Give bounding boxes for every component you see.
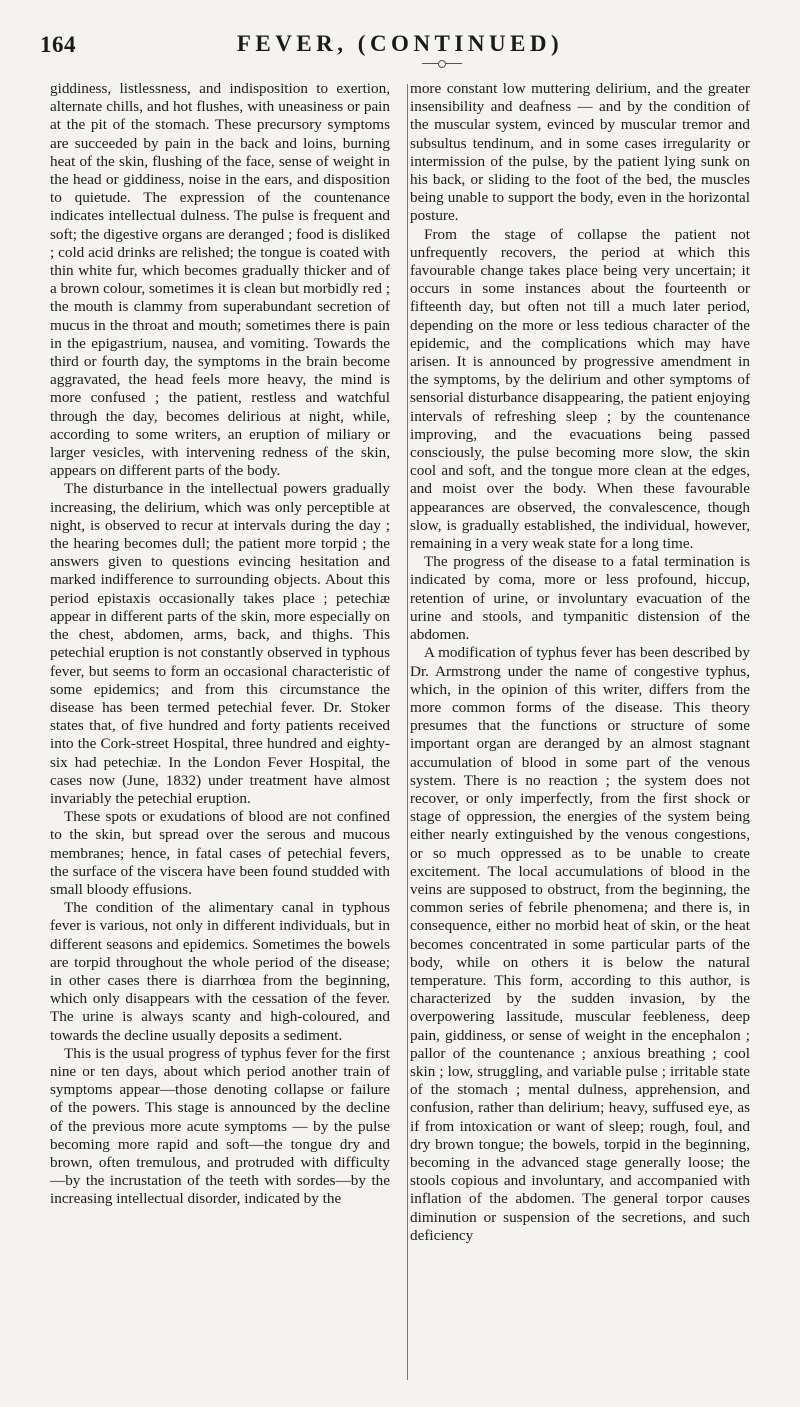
right-column: [410, 80, 750, 1380]
running-head: FEVER, (CONTINUED): [236, 31, 564, 56]
paragraph: The disturbance in the intellectual powers gradually increasing, the delirium, which was only perceptible at night, is observed to recur at intervals during the day ; the hearing becomes dull; the patient more torpid ; the answers given to questions evincing hesitation and marked indifference to surrounding objects. About this period epistaxis occasionally takes place ; petechiæ appear in different parts of the skin, more especially on the chest, abdomen, arms, back, and thighs. This petechial eruption is not constantly observed in typhous fever, but seems to form an occasional characteristic of some epidemics; and from this circumstance the disease has been termed petechial fever. Dr. Stoker states that, of five hundred and forty patients received into the Cork-street Hospital, three hundred and eighty-six had petechiæ. In the London Fever Hospital, the cases now (June, 1832) under treatment have almost invariably the petechial eruption.: [50, 480, 390, 807]
header-ornament: [422, 63, 462, 64]
page-number: 164: [40, 32, 76, 57]
paragraph: The progress of the disease to a fatal termination is indicated by coma, more or less profound, hiccup, retention of urine, or involuntary evacuation of the urine and stools, and tympanitic distension of the abdomen.: [410, 553, 750, 644]
paragraph: more constant low muttering delirium, and the greater insensibility and deafness — and by the condition of the muscular system, evinced by muscular tremor and subsultus tendinum, and in some cases irregularity or intermission of the pulse, by the patient lying sunk on his back, or sliding to the foot of the bed, the muscles being unable to support the body, even in the horizontal posture.: [410, 80, 750, 225]
paragraph: The condition of the alimentary canal in typhous fever is various, not only in different individuals, but in different seasons and epidemics. Sometimes the bowels are torpid throughout the whole period of the disease; in other cases there is diarrhœa from the beginning, which only disappears with the cessation of the fever. The urine is always scanty and high-coloured, and towards the decline usually deposits a sediment.: [50, 899, 390, 1044]
paragraph: This is the usual progress of typhus fever for the first nine or ten days, about which period another train of symptoms appear—those denoting collapse or failure of the powers. This stage is announced by the decline of the previous more acute symptoms — by the pulse becoming more rapid and soft—the tongue dry and brown, often tremulous, and protruded with difficulty—by the incrustation of the teeth with sordes—by the increasing intellectual disorder, indicated by the: [50, 1044, 390, 1208]
text-columns: [50, 80, 750, 1380]
paragraph: A modification of typhus fever has been described by Dr. Armstrong under the name of congestive typhus, which, in the opinion of this writer, differs from the more common forms of the disease. This theory presumes that the functions or structure of some important organ are deranged by an almost stagnant accumulation of blood in some part of the venous system. There is no reaction ; the system does not recover, or only imperfectly, from the first shock or stage of oppression, the energies of the system being either nearly extinguished by the venous congestions, or so much oppressed as to be unable to create excitement. The local accumulations of blood in the veins are supposed to obstruct, from the beginning, the common series of febrile phenomena; and there is, in consequence, either no morbid heat of skin, or the heat becomes concentrated in some particular parts of the body, while on others it is below the natural temperature. This form, according to this author, is characterized by the sudden invasion, by the overpowering lassitude, muscular feebleness, deep pain, giddiness, or sense of weight in the encephalon ; pallor of the countenance ; anxious breathing ; cool skin ; low, struggling, and variable pulse ; irritable state of the stomach ; mental dulness, apprehension, and confusion, rather than delirium; heavy, suffused eye, as if from intoxication or want of sleep; rough, foul, and dry brown tongue; the bowels, torpid in the beginning, becoming in the advanced stage generally loose; the stools copious and involuntary, and accompanied with inflation of the abdomen. The general torpor causes diminution or suspension of the secretions, and such deficiency: [410, 644, 750, 1244]
paragraph: These spots or exudations of blood are not confined to the skin, but spread over the serous and mucous membranes; hence, in fatal cases of petechial fevers, the surface of the viscera have been found studded with small bloody effusions.: [50, 808, 390, 898]
paragraph: From the stage of collapse the patient not unfrequently recovers, the period at which this favourable change takes place being very uncertain; it occurs in some instances about the fourteenth or fifteenth day, but often not till a much later period, depending on the more or less tedious character of the epidemic, and the complications which may have arisen. It is announced by progressive amendment in the symptoms, by the delirium and other symptoms of sensorial disturbance disappearing, the patient enjoying intervals of refreshing sleep ; by the countenance improving, and the evacuations being passed consciously, the pulse becoming more slow, the skin cool and soft, and the tongue more clean at the edges, and moist over the body. When these favourable appearances are observed, the convalescence, though slow, is gradually established, the individual, however, remaining in a very weak state for a long time.: [410, 225, 750, 553]
left-column: [50, 80, 390, 1380]
page-header: [40, 28, 760, 68]
paragraph: giddiness, listlessness, and indisposition to exertion, alternate chills, and hot flushes, with uneasiness or pain at the pit of the stomach. These precursory symptoms are succeeded by pain in the back and loins, burning heat of the skin, flushing of the face, sense of weight in the head or giddiness, noise in the ears, and disposition to quietude. The expression of the countenance indicates intellectual dulness. The pulse is frequent and soft; the digestive organs are deranged ; food is disliked ; cold acid drinks are relished; the tongue is coated with thin white fur, which becomes gradually thicker and of a brown colour, sometimes it is clean but morbidly red ; the mouth is clammy from superabundant secretion of mucus in the throat and mouth; sometimes there is pain in the epigastrium, nausea, and vomiting. Towards the third or fourth day, the symptoms in the brain become aggravated, the head feels more heavy, the mind is more confused ; the patient, restless and watchful through the day, becomes delirious at night, while, according to some writers, an eruption of miliary or larger vesicles, with intervening redness of the skin, appears on different parts of the body.: [50, 80, 390, 480]
